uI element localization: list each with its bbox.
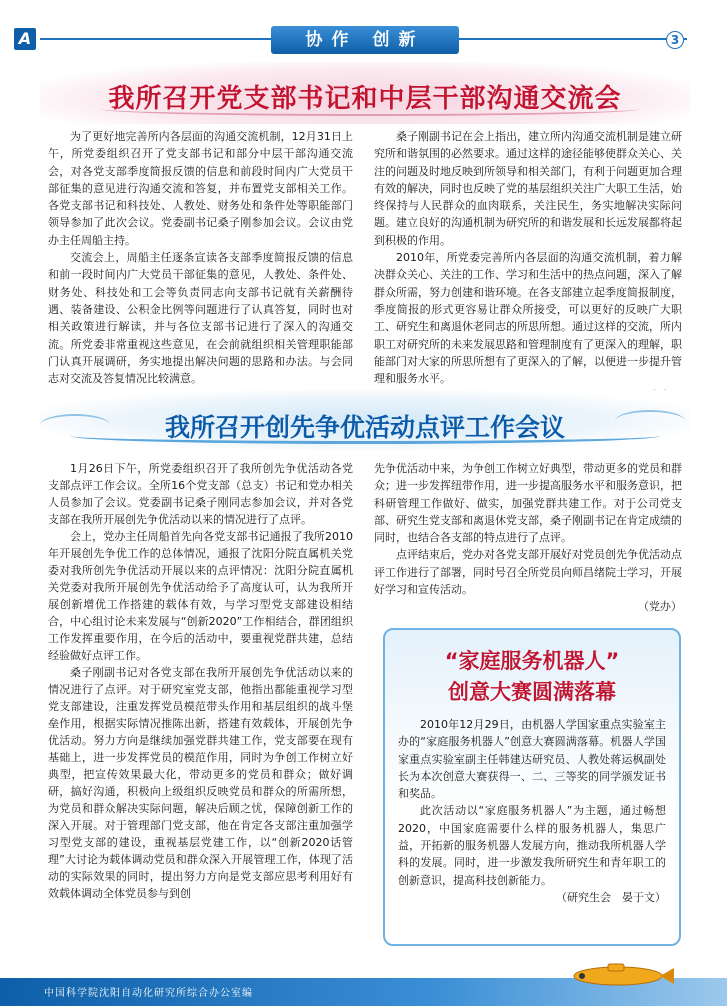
article2-paragraph: 1月26日下午，所党委组织召开了我所创先争优活动各党支部点评工作会议。全所16个党支部（总支）书记和党办相关人员参加了会议。党委副书记桑子刚同志参加会议，并对各党支部在我所开展创先争优活动以来的情况进行了点评。: [48, 462, 353, 526]
sidebar-title-line: “家庭服务机器人”: [444, 649, 620, 673]
underwater-robot-image: [560, 960, 680, 990]
article2-paragraph: 桑子刚副书记对各党支部在我所开展创先争优活动以来的情况进行了点评。对于研究室党支部，他指出都能重视学习型党支部建设，注重发挥党员模范带头作用和基层组织的战斗堡垒作用，根据实际情况推陈出新，搭建有效载体，开展创先争优活动。努力方向是继续加强党群共建工作，党支部要在现有基础上，进一步发挥党员的模范作用，同时为争创工作树立好典型，把宣传效果最大化，带动更多的党员和群众；做好调研，搞好沟通，积极向上级组织反映党员和群众的所需所想，为党员和群众解决实际问题，解决后顾之忧，保障创新工作的深入开展。对于管理部门党支部，他在肯定各支部注重加强学习型党支部的建设，重视基层党建工作，以“创新2020话管理”大讨论为载体调动党员和群众深入开展管理工作，体现了活动的实际效果的同时，提出努力方向是党支部应思考利用好有效载体调动全体党员参与到创: [48, 666, 353, 900]
article2-title: 我所召开创先争优活动点评工作会议: [164, 413, 565, 442]
article1-right-column: [374, 128, 682, 405]
article1-paragraph: 2010年，所党委完善所内各层面的沟通交流机制，着力解决群众关心、关注的工作、学习和生活中的热点问题，深入了解群众所需，努力创建和谐环境。在各支部建立起季度简报制度，季度简报的形式更容易让群众所接受，可以更好的反映广大职工、研究生和离退休老同志的所思所想。通过这样的交流，所内职工对研究所的未来发展思路和管理制度有了更深入的理解，职能部门对大家的所思所想有了更深入的了解，以便进一步提升管理和服务水平。: [374, 251, 682, 386]
sidebar-paragraph: 2010年12月29日，由机器人学国家重点实验室主办的“家庭服务机器人”创意大赛圆满落幕。机器人学国家重点实验室副主任韩建达研究员、人教处蒋运枫副处长为本次创意大赛获得一、二、三等奖的同学颁发证书和奖品。: [398, 718, 666, 801]
article2-left-column: [48, 460, 353, 902]
sidebar-title: [383, 646, 681, 708]
article2-paragraph: 先争优活动中来，为争创工作树立好典型，带动更多的党员和群众；进一步发挥纽带作用，进一步提高服务水平和服务意识，把科研管理工作做好、做实，加强党群共建工作。对于公司党支部、研究生党支部和离退休党支部，桑子刚副书记在肯定成绩的同时，也结合各支部的特点进行了点评。: [374, 462, 682, 545]
article1-title: 我所召开党支部书记和中层干部沟通交流会: [108, 84, 622, 114]
article2-paragraph: 点评结束后，党办对各党支部开展好对党员创先争优活动点评工作进行了部署，同时号召全所党员向师昌绪院士学习，开展好学习和宣传活动。: [374, 548, 682, 597]
article2-right-column: [374, 460, 682, 616]
sidebar-paragraph: 此次活动以“家庭服务机器人”为主题，通过畅想2020，中国家庭需要什么样的服务机器人，集思广益，开拓新的服务机器人发展方向，推动我所机器人学科的发展。同时，进一步激发我所研究生和青年职工的创新意识，提高科技创新能力。: [398, 804, 666, 887]
article1-paragraph: 桑子刚副书记在会上指出，建立所内沟通交流机制是建立研究所和谐氛围的必然要求。通过这样的途径能够使群众关心、关注的问题及时地反映到所领导和相关部门，有利于问题更加合理有效的解决，同时也反映了党的基层组织关注广大职工生活，始终保持与人民群众的血肉联系，关注民生，务实地解决实际问题。建立良好的沟通机制为研究所的和谐发展和长远发展都将起到积极的作用。: [374, 130, 682, 247]
page-number: 3: [666, 31, 684, 49]
sidebar-title-line: 创意大赛圆满落幕: [448, 680, 616, 704]
article2-signature: （党办）: [638, 600, 682, 614]
article1-left-column: [48, 128, 353, 387]
footer-publisher: 中国科学院沈阳自动化研究所综合办公室编: [44, 988, 253, 999]
section-label: 协作 创新: [271, 26, 459, 54]
article1-paragraph: 为了更好地完善所内各层面的沟通交流机制，12月31日上午，所党委组织召开了党支部书记和部分中层干部沟通交流会，对各党支部季度简报反馈的信息和前段时间内广大党员干部征集的意见进行沟通交流和答复，并布置党支部相关工作。各党支部书记和科技处、人教处、财务处和条件处等职能部门领导参加了此次会议。党委副书记桑子刚参加会议。会议由党办主任周船主持。: [48, 130, 353, 247]
page-header: [0, 0, 727, 60]
institute-logo-icon: A: [14, 28, 36, 50]
article1-paragraph: 交流会上，周船主任逐条宣读各支部季度简报反馈的信息和前一段时间内广大党员干部征集的意见，人教处、条件处、财务处、科技处和工会等负责同志向支部书记就有关薪酬待遇、装备建设、公积金比例等问题进行了认真答复，同时也对相关政策进行解读，并与各位支部书记进行了深入的沟通交流。所党委非常重视这些意见，在会前就组织相关管理职能部门认真开展调研，务实地提出解决问题的思路和办法。与会同志对交流及答复情况比较满意。: [48, 251, 353, 386]
sidebar-body: [398, 716, 666, 906]
sidebar-signature: （研究生会 晏于文）: [556, 890, 666, 904]
article2-paragraph: 会上，党办主任周船首先向各党支部书记通报了我所2010年开展创先争优工作的总体情况，通报了沈阳分院直属机关党委对我所创先争优活动开展以来的点评情况：沈阳分院直属机关党委对我所开展创先争优活动给予了高度认可，认为我所开展创新增优工作搭建的载体有效，与学习型党支部建设相结合，中心组讨论未来发展与“创新2020”工作相结合，群团组织工作发挥重要作用，在今后的活动中，要重视党群共建，总结经验做好点评工作。: [48, 530, 353, 662]
